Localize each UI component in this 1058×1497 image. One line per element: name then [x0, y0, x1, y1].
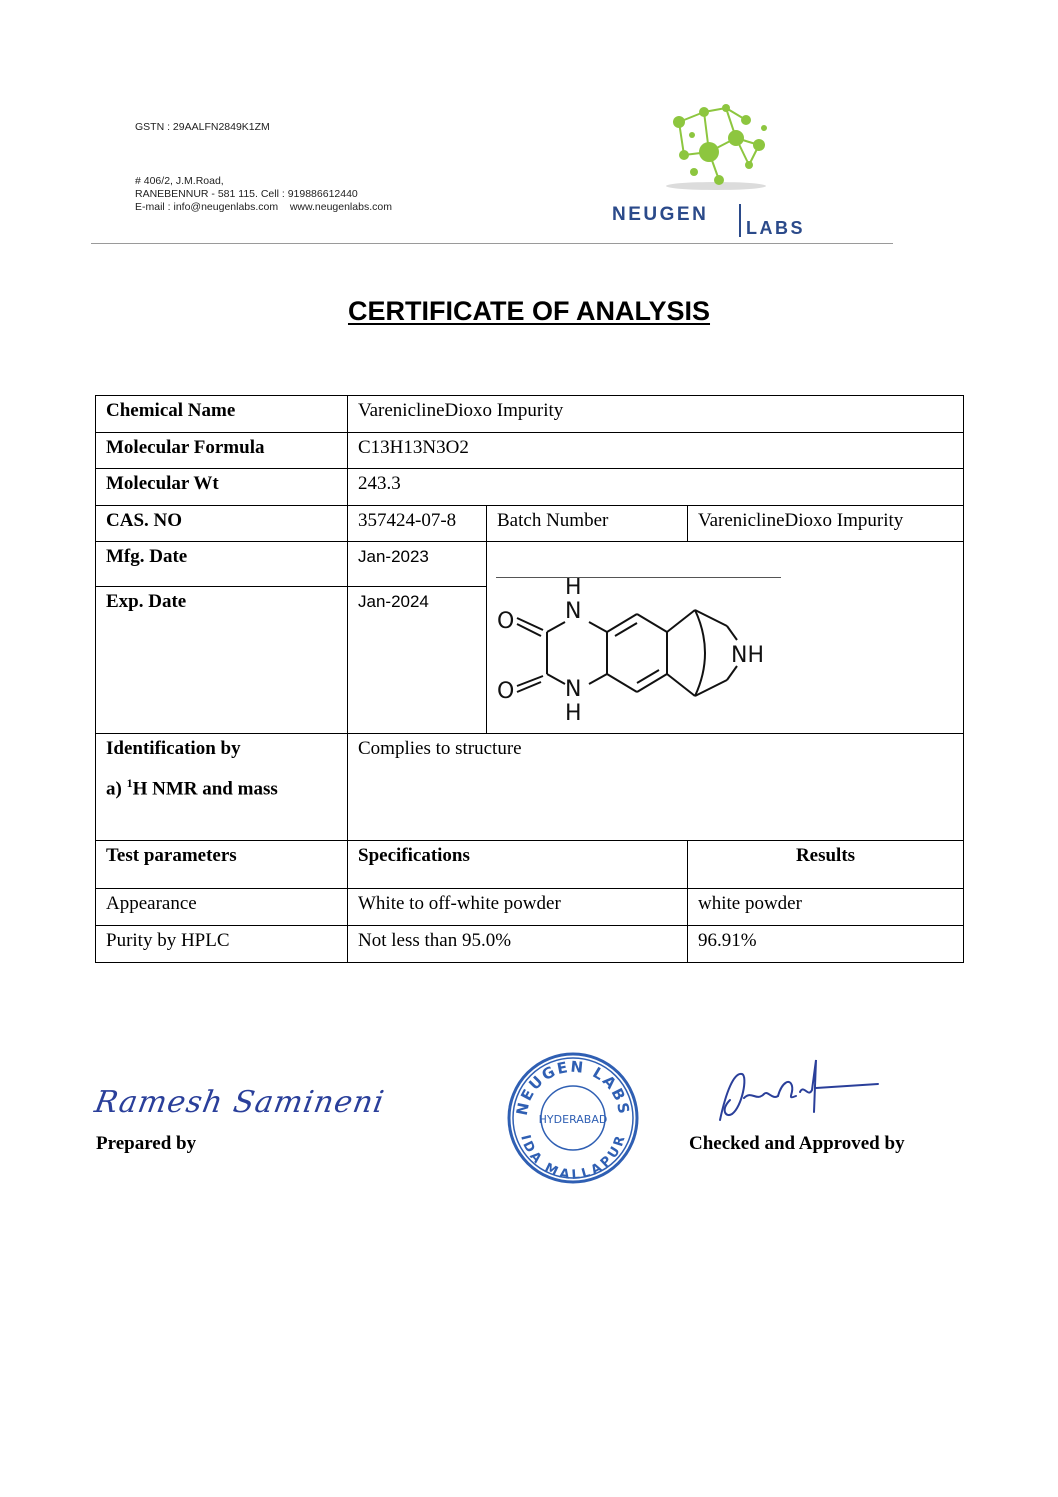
prepared-signature: Ramesh Samineni — [91, 1085, 388, 1120]
test-spec: White to off-white powder — [348, 889, 688, 926]
test-spec: Not less than 95.0% — [348, 926, 688, 963]
formula-label: Molecular Formula — [96, 433, 348, 469]
identification-method: a) $^1$H NMR and mass — [106, 776, 278, 800]
company-seal-stamp — [505, 1050, 641, 1186]
analysis-table — [95, 395, 964, 963]
test-param: Purity by HPLC — [96, 926, 348, 963]
table-row — [96, 926, 964, 963]
exp-date-value: Jan-2024 — [348, 587, 487, 734]
svg-text:IDA MALLAPUR: IDA MALLAPUR — [517, 1133, 629, 1183]
test-result: white powder — [688, 889, 964, 926]
mw-value: 243.3 — [348, 469, 964, 506]
approved-by-label: Checked and Approved by — [689, 1133, 905, 1154]
cas-value: 357424-07-8 — [348, 506, 487, 542]
exp-date-label: Exp. Date — [96, 587, 348, 734]
chemical-structure-diagram — [495, 578, 795, 728]
logo-text-labs: LABS — [746, 218, 805, 238]
chemical-name-label: Chemical Name — [96, 396, 348, 433]
mw-label: Molecular Wt — [96, 469, 348, 506]
page-title: CERTIFICATE OF ANALYSIS — [347, 296, 711, 326]
table-header-row — [96, 841, 964, 889]
address-line: # 406/2, J.M.Road, — [135, 175, 224, 187]
table-row — [96, 542, 964, 587]
address-line: E-mail : info@neugenlabs.com www.neugenlabs.com — [135, 201, 392, 213]
atom-label: O — [497, 679, 515, 704]
cas-label: CAS. NO — [96, 506, 348, 542]
header-divider — [91, 243, 893, 244]
logo-text-neugen: NEUGEN — [612, 204, 709, 225]
identification-result: Complies to structure — [348, 734, 964, 841]
batch-value: VareniclineDioxo Impurity — [688, 506, 964, 542]
atom-label: O — [497, 609, 515, 634]
company-address — [135, 175, 392, 214]
test-result: 96.91% — [688, 926, 964, 963]
col-header-spec: Specifications — [348, 841, 688, 889]
formula-value: C13H13N3O2 — [348, 433, 964, 469]
molecule-network-icon — [664, 100, 779, 196]
address-line: RANEBENNUR - 581 115. Cell : 919886612440 — [135, 188, 358, 200]
table-row — [96, 889, 964, 926]
atom-label: N — [565, 599, 582, 624]
svg-text:HYDERABAD: HYDERABAD — [538, 1113, 608, 1126]
mfg-date-value: Jan-2023 — [348, 542, 487, 587]
col-header-param: Test parameters — [96, 841, 348, 889]
svg-text:NEUGEN LABS: NEUGEN LABS — [512, 1057, 634, 1117]
company-logo — [612, 100, 827, 242]
table-row — [96, 433, 964, 469]
batch-label: Batch Number — [487, 506, 688, 542]
test-param: Appearance — [96, 889, 348, 926]
atom-label: H — [565, 701, 582, 726]
atom-label: H — [565, 578, 582, 600]
mfg-date-label: Mfg. Date — [96, 542, 348, 587]
prepared-by-label: Prepared by — [96, 1133, 197, 1154]
gstn-number: GSTN : 29AALFN2849K1ZM — [135, 121, 270, 133]
approver-signature — [712, 1052, 882, 1127]
chemical-structure-cell — [487, 542, 964, 734]
identification-label — [96, 734, 348, 841]
atom-label: NH — [731, 643, 764, 668]
atom-label: N — [565, 677, 582, 702]
table-row — [96, 396, 964, 433]
table-row — [96, 506, 964, 542]
table-row — [96, 734, 964, 841]
logo-divider — [739, 204, 741, 237]
table-row — [96, 469, 964, 506]
col-header-result: Results — [688, 841, 964, 889]
chemical-name-value: VareniclineDioxo Impurity — [348, 396, 964, 433]
identification-heading: Identification by — [106, 738, 241, 759]
